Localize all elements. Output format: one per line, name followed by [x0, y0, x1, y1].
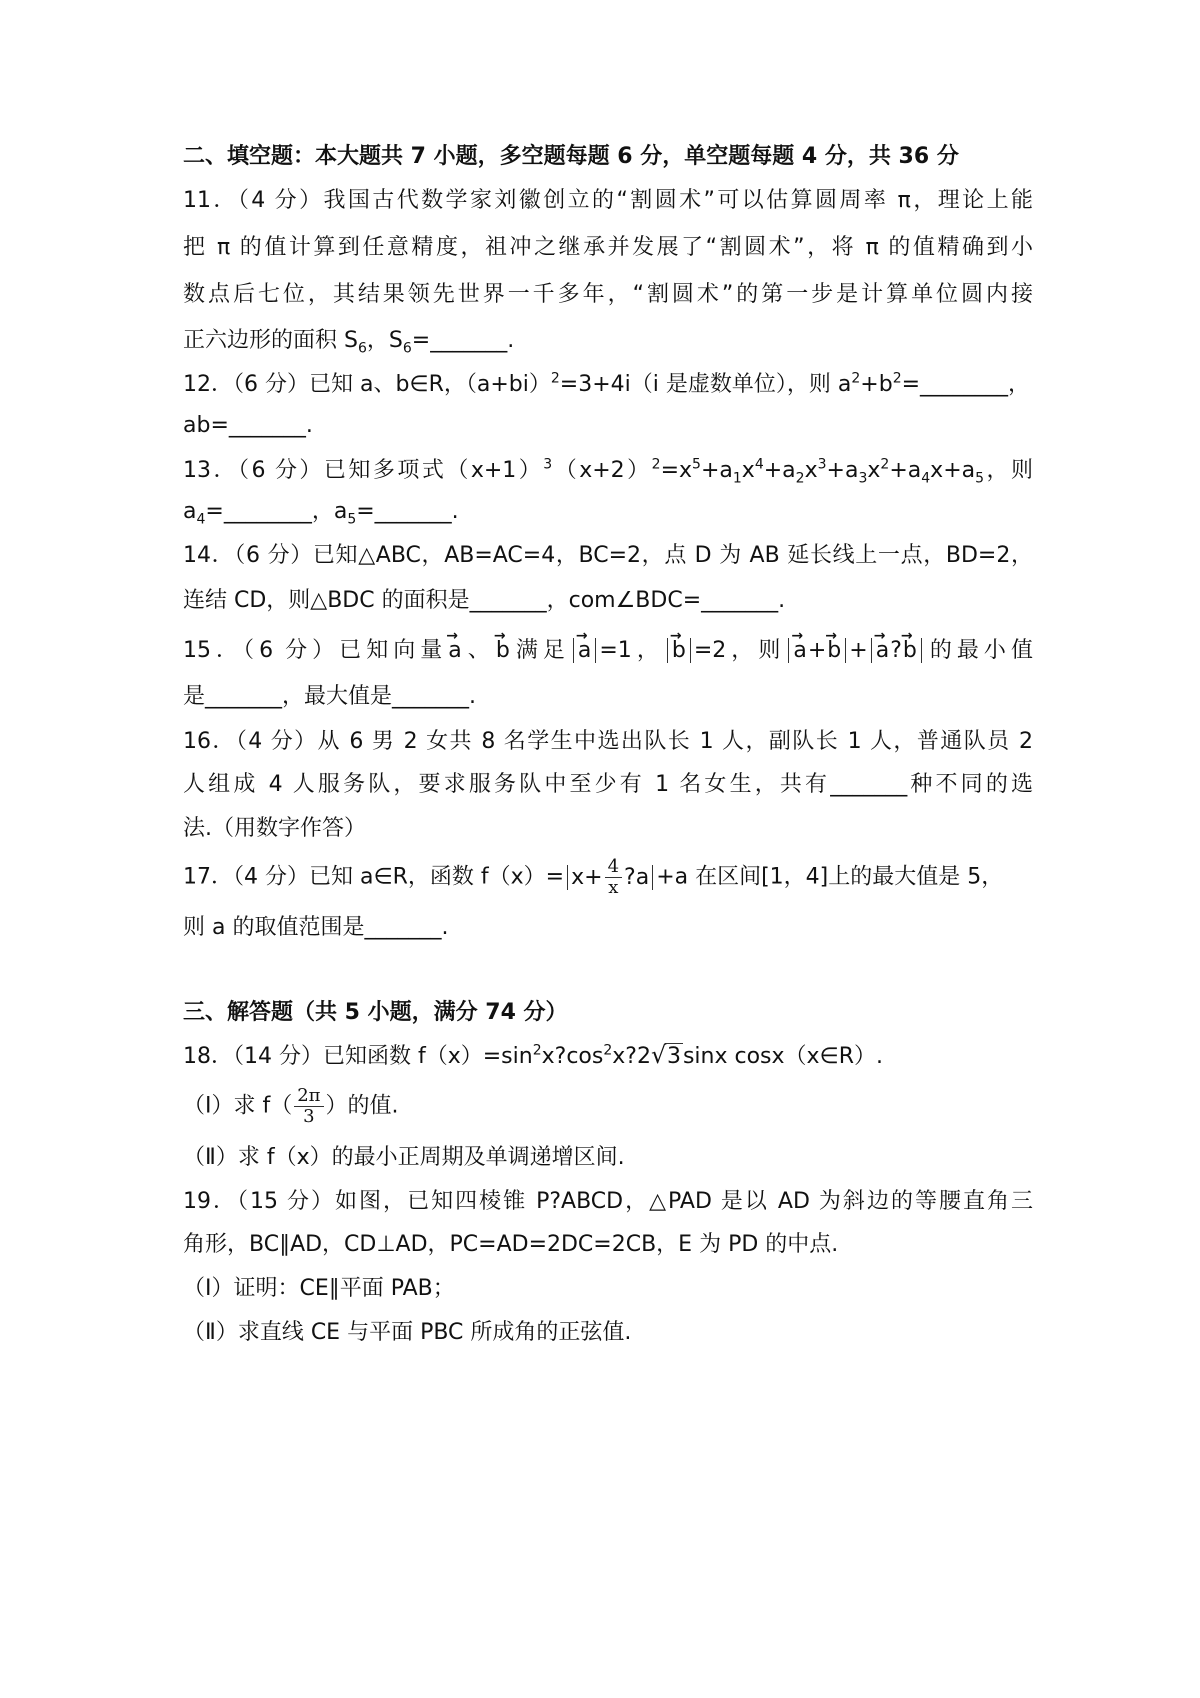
q13-line-2 [183, 497, 1033, 527]
q16-line-2: 人组成 4 人服务队，要求服务队中至少有 1 名女生，共有_______种不同的选 [183, 772, 1033, 797]
vector-b: → b [902, 636, 918, 666]
radicand: 3 [666, 1044, 681, 1069]
q18-text: sinx cosx（x∈R）. [682, 1044, 883, 1069]
q11-line-4 [183, 326, 1033, 356]
q11-blank: =_______. [411, 328, 515, 353]
vector-b: → b [826, 636, 842, 666]
q18-part-2: （Ⅱ）求 f（x）的最小正周期及单调递增区间. [183, 1145, 625, 1170]
q11-text: ，S [366, 328, 403, 353]
q13-line-1 [183, 456, 1033, 486]
q17-line-1 [183, 857, 1033, 903]
superscript: 2 [550, 370, 560, 387]
q12-line-2: ab=_______. [183, 413, 313, 438]
q13-blank: =_______. [356, 499, 459, 524]
q13-text: +a [889, 458, 922, 483]
q13-blank: =________，a [205, 499, 348, 524]
section-2-heading: 二、填空题：本大题共 7 小题，多空题每题 6 分，单空题每题 4 分，共 36 分 [183, 144, 959, 169]
q19-line-1: 19．（15 分）如图，已知四棱锥 P?ABCD，△PAD 是以 AD 为斜边的等腰直角三 [183, 1189, 1033, 1214]
q18-text: （Ⅰ）求 f（ [183, 1093, 293, 1119]
superscript: 2 [603, 1042, 613, 1059]
q17-text: +a 在区间[1，4]上的最大值是 5， [656, 864, 1004, 890]
subscript: 5 [347, 511, 357, 528]
q12-line-1 [183, 370, 1033, 400]
vector-b: → b [671, 636, 687, 666]
superscript: 3 [817, 456, 827, 473]
vector-a: → a [875, 636, 890, 666]
q13-text: ，则 [984, 458, 1034, 483]
vector-b: → b [495, 636, 511, 666]
subscript: 6 [357, 340, 367, 357]
q13-text: +a [700, 458, 733, 483]
q13-text: x [804, 458, 818, 483]
denominator: 3 [303, 1106, 315, 1127]
vector-a: → a [577, 636, 592, 666]
superscript: 2 [532, 1042, 542, 1059]
q16-line-1: 16．（4 分）从 6 男 2 女共 8 名学生中选出队长 1 人，副队长 1 人，普通队员 2 [183, 729, 1033, 754]
q15-text: =2，则 [693, 638, 786, 663]
q12-text: +b [860, 372, 893, 397]
q12-text: 12．（6 分）已知 a、b∈R，（a+bi） [183, 372, 551, 397]
q11-line-3: 数点后七位，其结果领先世界一千多年，“割圆术”的第一步是计算单位圆内接 [183, 282, 1033, 307]
fraction [605, 857, 622, 898]
q13-text: x+a [930, 458, 976, 483]
q15-text: 满足 [510, 638, 570, 663]
q18-part-1 [183, 1086, 1033, 1134]
superscript: 2 [892, 370, 902, 387]
q19-line-2: 角形，BC∥AD，CD⊥AD，PC=AD=2DC=2CB，E 为 PD 的中点. [183, 1232, 839, 1257]
subscript: 3 [858, 470, 868, 487]
q11-text: 正六边形的面积 S [183, 328, 358, 353]
numerator: 4 [605, 857, 622, 878]
q12-blank: =________， [901, 372, 1031, 397]
q15-text: 15．（6 分）已知向量 [183, 638, 448, 663]
q19-part-1: （Ⅰ）证明：CE∥平面 PAB； [183, 1276, 455, 1301]
q17-text: 17．（4 分）已知 a∈R，函数 f（x）= [183, 864, 565, 890]
q16-line-3: 法.（用数字作答） [183, 816, 366, 841]
q14-line-1: 14．（6 分）已知△ABC，AB=AC=4，BC=2，点 D 为 AB 延长线上一点，BD=2， [183, 543, 1033, 568]
section-3-heading: 三、解答题（共 5 小题，满分 74 分） [183, 1000, 568, 1025]
vector-a: → a [792, 636, 807, 666]
denominator: x [608, 877, 619, 898]
q18-line-1 [183, 1042, 1033, 1072]
q18-text: 18．（14 分）已知函数 f（x）=sin [183, 1044, 533, 1069]
superscript: 3 [543, 456, 553, 473]
q13-text: =x [660, 458, 693, 483]
abs-a-plus-b [788, 638, 846, 663]
q19-part-2: （Ⅱ）求直线 CE 与平面 PBC 所成角的正弦值. [183, 1320, 632, 1345]
q15-line-2: 是_______，最大值是_______. [183, 684, 476, 709]
q15-text: + [807, 638, 827, 663]
superscript: 2 [651, 456, 661, 473]
q14-line-2: 连结 CD，则△BDC 的面积是_______，com∠BDC=_______. [183, 588, 786, 613]
q15-text: 的最小值 [924, 638, 1033, 663]
q18-text: x?2 [612, 1044, 651, 1069]
subscript: 2 [795, 470, 805, 487]
vector-a: → a [447, 636, 462, 666]
abs-expression [567, 856, 653, 898]
q13-text: 13．（6 分）已知多项式（x+1） [183, 458, 544, 483]
q13-text: +a [826, 458, 859, 483]
q11-line-1: 11．（4 分）我国古代数学家刘徽创立的“割圆术”可以估算圆周率 π，理论上能 [183, 188, 1033, 213]
q18-text: ）的值. [325, 1093, 399, 1119]
superscript: 5 [692, 456, 701, 473]
subscript: 6 [402, 340, 412, 357]
q15-text: =1， [599, 638, 664, 663]
q13-text: x [741, 458, 755, 483]
superscript: 2 [880, 456, 890, 473]
q17-line-2: 则 a 的取值范围是_______. [183, 915, 449, 940]
q17-text: ?a [624, 864, 650, 890]
abs-b [667, 638, 691, 663]
q17-text: x+ [571, 864, 603, 890]
q13-text: （x+2） [552, 458, 652, 483]
q18-text: x?cos [541, 1044, 604, 1069]
abs-a [573, 638, 596, 663]
sqrt [651, 1042, 683, 1072]
q13-text: x [867, 458, 881, 483]
fraction [294, 1086, 323, 1127]
q15-text: + [849, 638, 868, 663]
missing-glyph: ? [890, 638, 902, 663]
numerator: 2π [294, 1086, 323, 1107]
q11-line-2: 把 π 的值计算到任意精度，祖冲之继承并发展了“割圆术”，将 π 的值精确到小 [183, 235, 1033, 260]
q12-text: =3+4i（i 是虚数单位），则 a [559, 372, 852, 397]
q15-text: 、 [462, 638, 495, 663]
abs-a-minus-b [871, 638, 922, 663]
superscript: 2 [851, 370, 861, 387]
subscript: 1 [732, 470, 742, 487]
q15-line-1 [183, 636, 1033, 666]
subscript: 5 [975, 470, 985, 487]
superscript: 4 [754, 456, 764, 473]
q13-text: a [183, 499, 197, 524]
subscript: 4 [921, 470, 931, 487]
q13-text: +a [763, 458, 796, 483]
subscript: 4 [196, 511, 206, 528]
